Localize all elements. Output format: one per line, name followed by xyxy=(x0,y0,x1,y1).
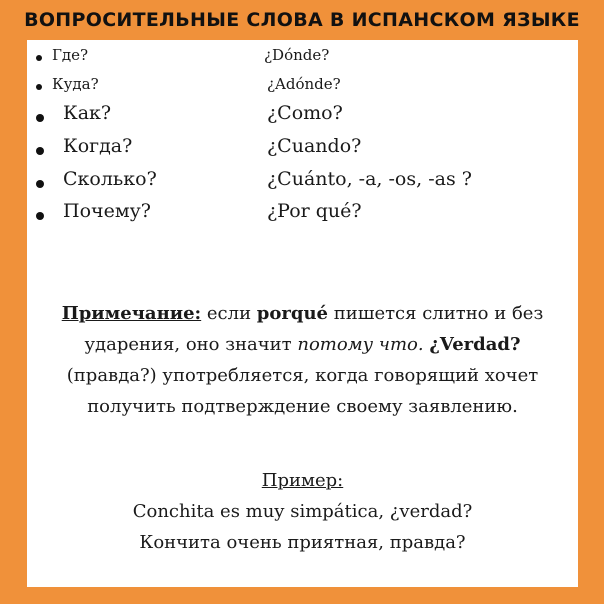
bullet-icon xyxy=(36,180,44,188)
bullet-icon xyxy=(36,212,44,220)
note-paragraph xyxy=(27,298,578,422)
word-es: ¿Por qué? xyxy=(267,200,362,222)
word-es: ¿Cuando? xyxy=(267,135,362,157)
page-title: ВОПРОСИТЕЛЬНЫЕ СЛОВА В ИСПАНСКОМ ЯЗЫКЕ xyxy=(24,9,580,31)
bullet-icon xyxy=(36,84,42,90)
word-ru: Когда? xyxy=(63,135,133,157)
content-card xyxy=(27,40,578,587)
word-ru: Где? xyxy=(52,46,89,64)
porque-word: porqué xyxy=(256,303,328,324)
word-ru: Как? xyxy=(63,102,112,124)
bullet-icon xyxy=(36,55,42,61)
example-es: Conchita es muy simpática, ¿verdad? xyxy=(132,501,473,522)
bullet-icon xyxy=(36,147,44,155)
example-label: Пример: xyxy=(261,470,344,491)
word-ru: Сколько? xyxy=(63,168,157,190)
word-ru: Куда? xyxy=(52,75,99,93)
word-es: ¿Como? xyxy=(267,102,343,124)
word-es: ¿Cuánto, -a, -os, -as ? xyxy=(267,168,472,190)
word-es: ¿Adónde? xyxy=(267,75,341,93)
note-text: если xyxy=(201,303,257,324)
example-section xyxy=(27,465,578,558)
note-text: пишется слитно и без ударения, оно значит xyxy=(84,303,544,355)
potomu-phrase: потому что. xyxy=(297,334,424,355)
verdad-word: ¿Verdad? xyxy=(429,334,521,355)
note-label: Примечание: xyxy=(61,303,202,324)
bullet-icon xyxy=(36,114,44,122)
example-ru: Кончита очень приятная, правда? xyxy=(139,532,466,553)
word-es: ¿Dónde? xyxy=(264,46,330,64)
word-ru: Почему? xyxy=(63,200,151,222)
note-text: (правда?) употребляется, когда говорящий хочет получить подтверждение своему заявлению. xyxy=(66,365,539,417)
